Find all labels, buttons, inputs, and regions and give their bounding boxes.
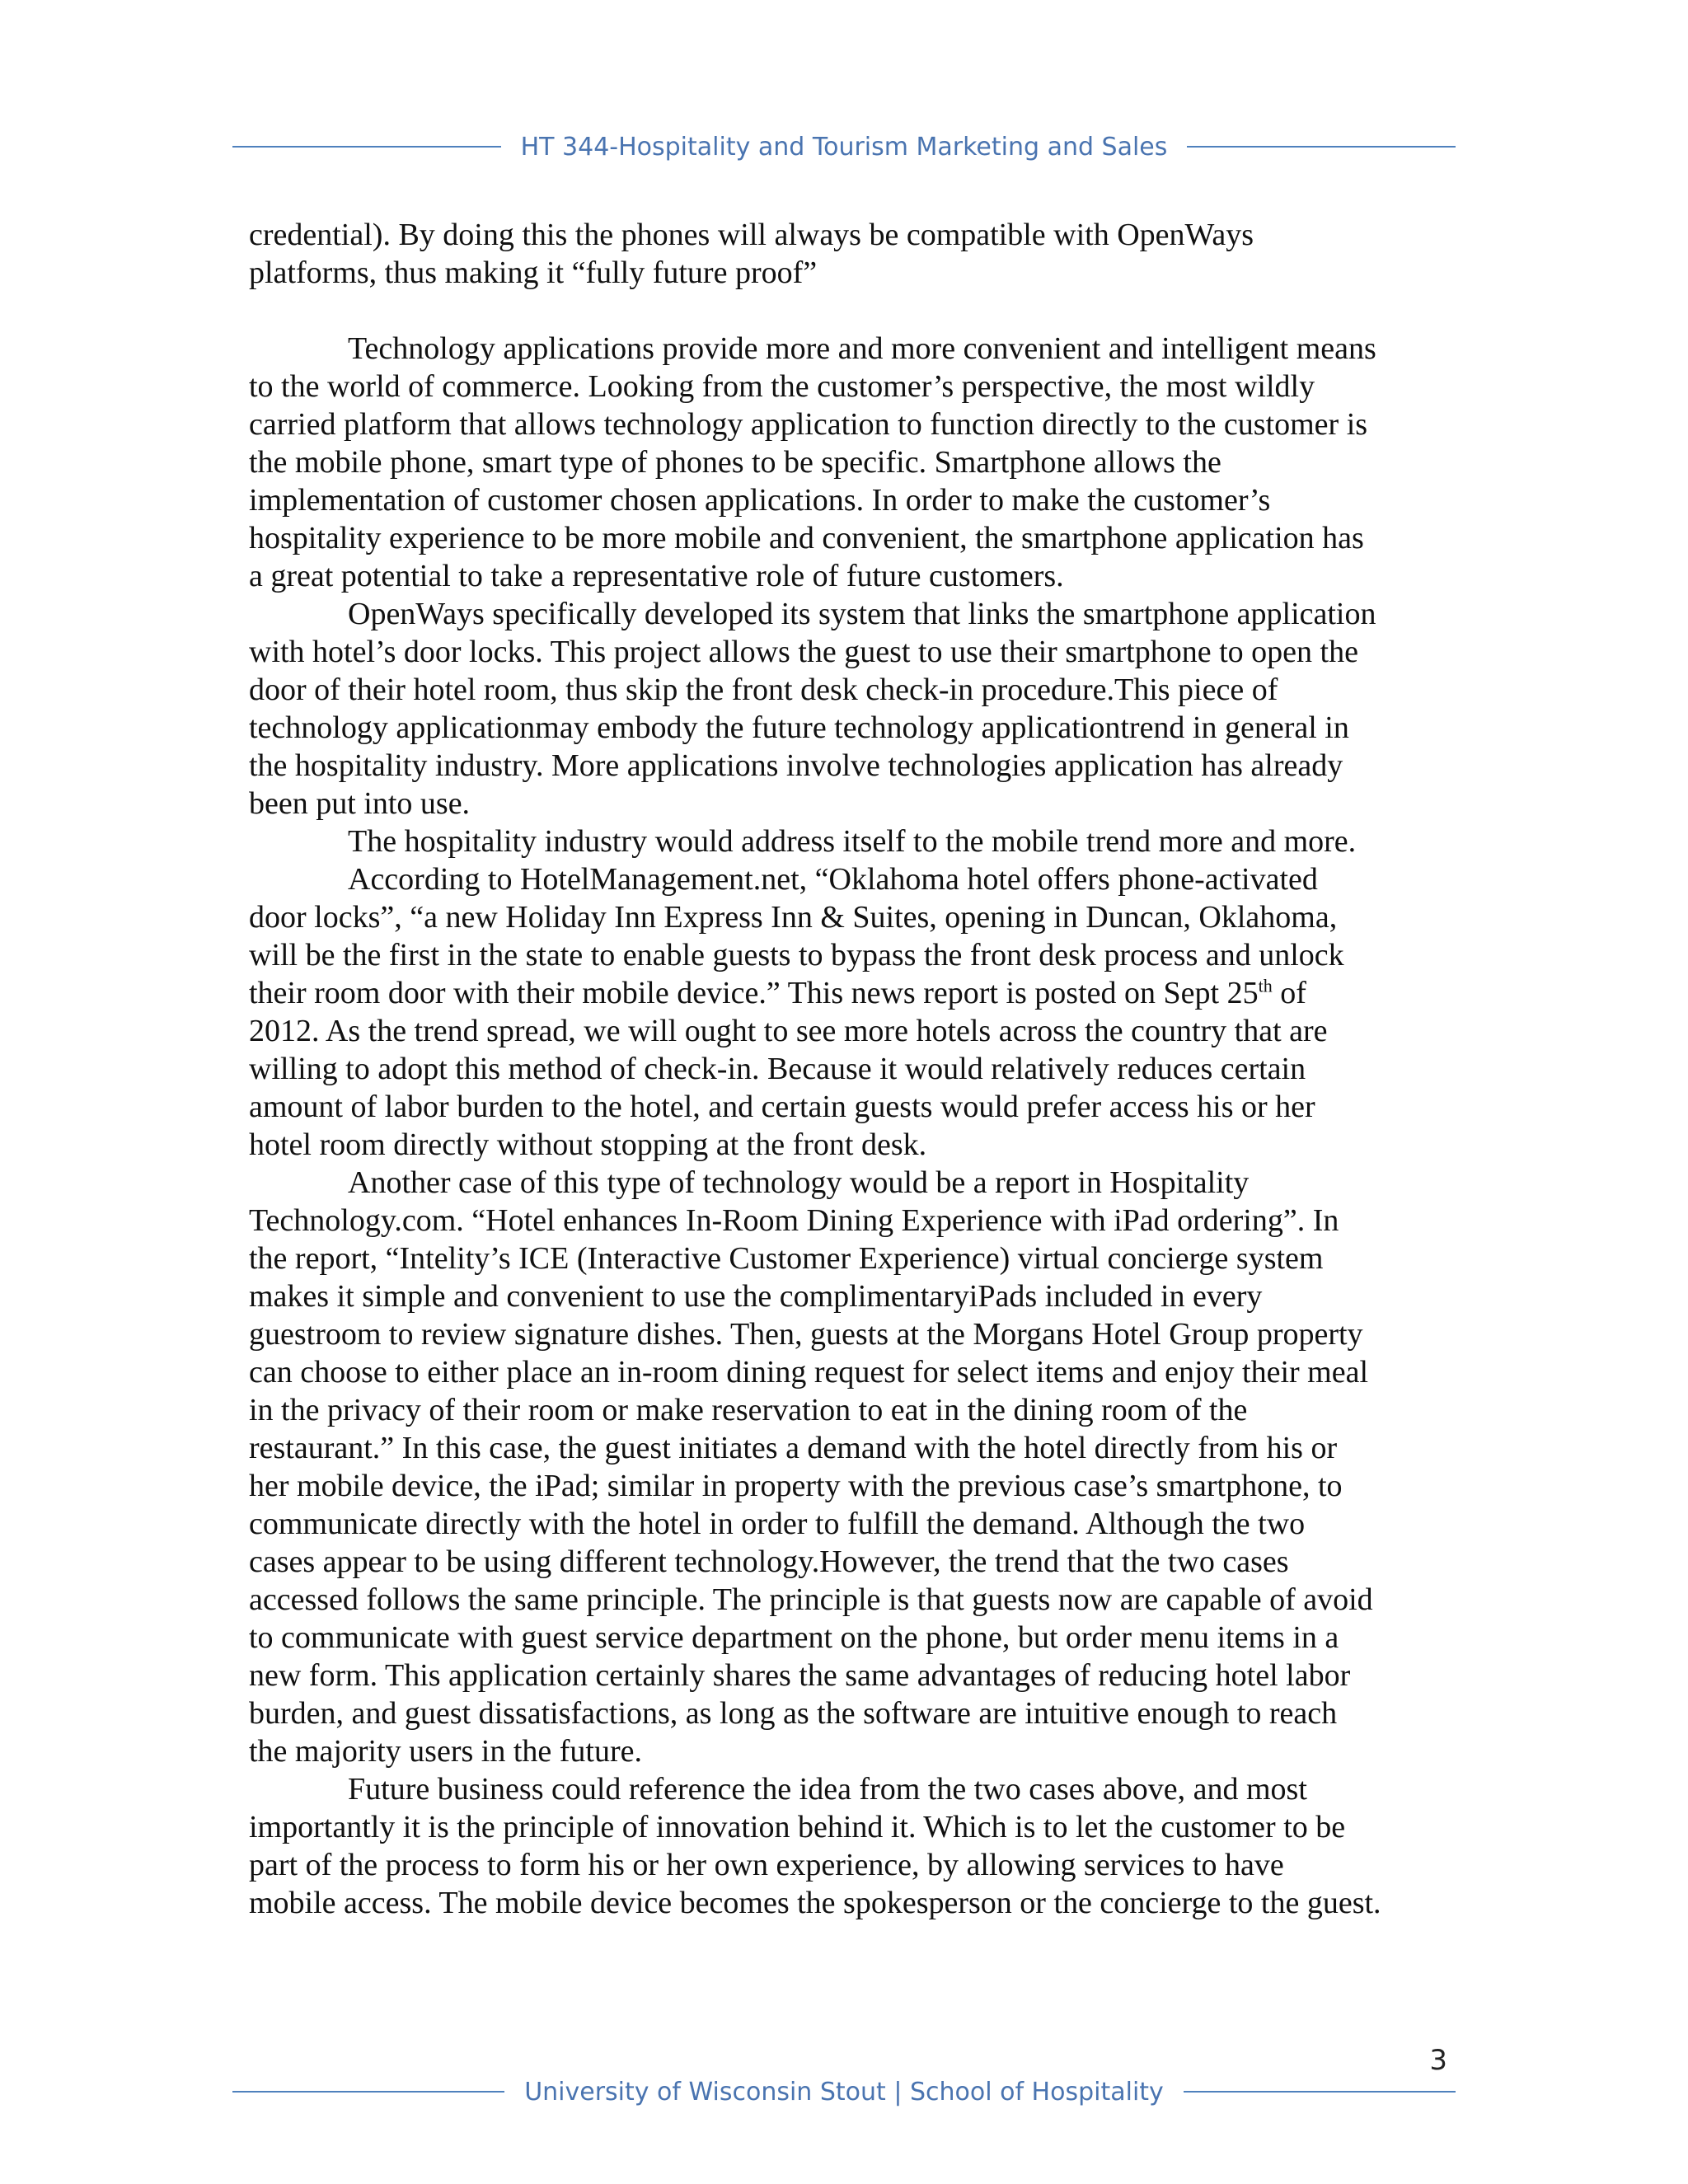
text-line: Technology.com. “Hotel enhances In-Room Dining Experience with iPad ordering”. In — [249, 1203, 1339, 1238]
text-line: door of their hotel room, thus skip the front desk check-in procedure.This piece of — [249, 673, 1278, 707]
text-line: makes it simple and convenient to use the complimentaryiPads included in every — [249, 1279, 1263, 1314]
text-line: burden, and guest dissatisfactions, as long as the software are intuitive enough to reach — [249, 1696, 1338, 1731]
text-segment: their room door with their mobile device.” This news report is posted on Sept 25 — [249, 976, 1259, 1010]
text-line: communicate directly with the hotel in order to fulfill the demand. Although the two — [249, 1507, 1306, 1541]
text-line: implementation of customer chosen applications. In order to make the customer’s — [249, 483, 1271, 518]
text-line: can choose to either place an in-room dining request for select items and enjoy their meal — [249, 1355, 1369, 1390]
body-text — [249, 216, 1461, 1922]
text-line: new form. This application certainly shares the same advantages of reducing hotel labor — [249, 1658, 1351, 1693]
text-line: to communicate with guest service department on the phone, but order menu items in a — [249, 1620, 1339, 1655]
text-line: OpenWays specifically developed its system that links the smartphone application — [348, 597, 1376, 631]
text-line: hospitality experience to be more mobile and convenient, the smartphone application has — [249, 521, 1364, 555]
paragraph-gap — [249, 292, 1461, 330]
text-line: mobile access. The mobile device becomes the spokesperson or the concierge to the guest. — [249, 1886, 1381, 1920]
text-line: guestroom to review signature dishes. Then, guests at the Morgans Hotel Group property — [249, 1317, 1363, 1352]
text-line: the mobile phone, smart type of phones to be specific. Smartphone allows the — [249, 445, 1221, 480]
text-line: willing to adopt this method of check-in. Because it would relatively reduces certain — [249, 1052, 1306, 1086]
footer-rule-left — [232, 2091, 504, 2093]
text-line: the report, “Intelity’s ICE (Interactive Customer Experience) virtual concierge system — [249, 1241, 1324, 1276]
text-line: the majority users in the future. — [249, 1734, 642, 1769]
text-line: amount of labor burden to the hotel, and certain guests would prefer access his or her — [249, 1090, 1315, 1124]
text-line: platforms, thus making it “fully future proof” — [249, 255, 818, 290]
text-line: to the world of commerce. Looking from the customer’s perspective, the most wildly — [249, 369, 1315, 404]
text-line: importantly it is the principle of innovation behind it. Which is to let the customer to be — [249, 1810, 1346, 1844]
text-line: been put into use. — [249, 786, 471, 821]
header-title: HT 344-Hospitality and Tourism Marketing and Sales — [520, 132, 1168, 162]
text-line: cases appear to be using different technology.However, the trend that the two cases — [249, 1544, 1289, 1579]
text-line: According to HotelManagement.net, “Oklahoma hotel offers phone-activated — [348, 862, 1318, 897]
text-line: hotel room directly without stopping at the front desk. — [249, 1127, 927, 1162]
text-line: carried platform that allows technology application to function directly to the customer is — [249, 407, 1368, 442]
text-line: the hospitality industry. More applications involve technologies application has already — [249, 748, 1343, 783]
text-line: with hotel’s door locks. This project allows the guest to use their smartphone to open the — [249, 635, 1358, 669]
text-line: will be the first in the state to enable guests to bypass the front desk process and unlock — [249, 938, 1344, 972]
page-footer — [232, 2069, 1456, 2115]
superscript: th — [1258, 975, 1273, 996]
header-rule-left — [232, 146, 501, 148]
page-number: 3 — [1429, 2044, 1447, 2077]
text-line: part of the process to form his or her own experience, by allowing services to have — [249, 1848, 1284, 1882]
text-line: Future business could reference the idea from the two cases above, and most — [348, 1772, 1307, 1807]
page-header — [232, 124, 1456, 170]
text-segment: of — [1272, 976, 1306, 1010]
text-line: door locks”, “a new Holiday Inn Express Inn & Suites, opening in Duncan, Oklahoma, — [249, 900, 1338, 935]
text-line: 2012. As the trend spread, we will ought to see more hotels across the country that are — [249, 1014, 1328, 1048]
text-line: restaurant.” In this case, the guest initiates a demand with the hotel directly from his or — [249, 1431, 1338, 1465]
text-line: The hospitality industry would address itself to the mobile trend more and more. — [348, 824, 1357, 859]
text-line: technology applicationmay embody the future technology applicationtrend in general in — [249, 710, 1349, 745]
text-line: Another case of this type of technology would be a report in Hospitality — [348, 1165, 1250, 1200]
text-line: credential). By doing this the phones will always be compatible with OpenWays — [249, 218, 1254, 252]
footer-text: University of Wisconsin Stout | School of Hospitality — [524, 2077, 1164, 2107]
header-rule-right — [1187, 146, 1456, 148]
text-line: her mobile device, the iPad; similar in property with the previous case’s smartphone, to — [249, 1469, 1343, 1503]
text-line: accessed follows the same principle. The principle is that guests now are capable of avoid — [249, 1582, 1373, 1617]
text-line: in the privacy of their room or make reservation to eat in the dining room of the — [249, 1393, 1248, 1427]
text-line: Technology applications provide more and more convenient and intelligent means — [348, 331, 1376, 366]
text-line — [249, 974, 1461, 1012]
footer-rule-right — [1184, 2091, 1456, 2093]
text-line: a great potential to take a representative role of future customers. — [249, 559, 1064, 593]
